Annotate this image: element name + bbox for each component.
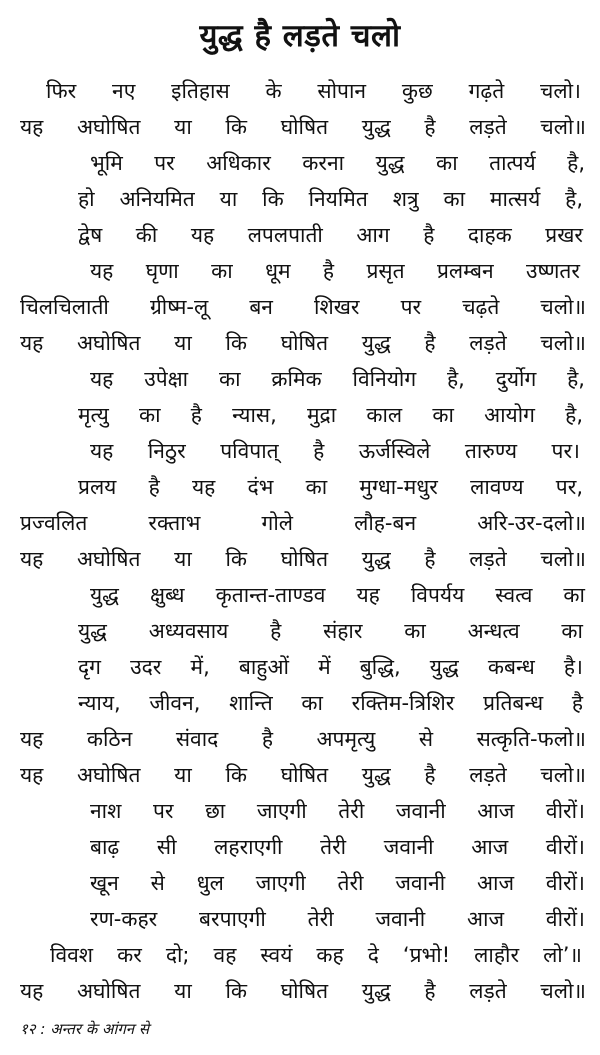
poem-line: यह उपेक्षा का क्रमिक विनियोग है, दुर्योग है, [90, 367, 585, 391]
poem-line: द्वेष की यह लपलपाती आग है दाहक प्रखर [78, 223, 583, 247]
poem-line: यह अघोषित या कि घोषित युद्ध है लड़ते चलो॥ [20, 763, 586, 787]
poem-line: नाश पर छा जाएगी तेरी जवानी आज वीरों। [90, 799, 585, 823]
poem-line: यह अघोषित या कि घोषित युद्ध है लड़ते चलो॥ [20, 115, 586, 139]
poem-line: दृग उदर में, बाहुओं में बुद्धि, युद्ध कबन्ध है। [78, 655, 583, 679]
poem-line: युद्ध क्षुब्ध कृतान्त-ताण्डव यह विपर्यय स्वत्व का [90, 583, 585, 607]
page-footer: १२ : अन्तर के आंगन से [20, 1020, 150, 1038]
poem-line: प्रज्वलित रक्ताभ गोले लौह-बन अरि-उर-दलो॥ [20, 511, 586, 535]
poem-line: यह निठुर पविपात् है ऊर्जस्विले तारुण्य पर। [90, 439, 580, 463]
poem-line: भूमि पर अधिकार करना युद्ध का तात्पर्य है, [90, 151, 585, 175]
poem-line: मृत्यु का है न्यास, मुद्रा काल का आयोग है, [78, 403, 583, 427]
poem-line: चिलचिलाती ग्रीष्म-लू बन शिखर पर चढ़ते चलो॥ [20, 295, 586, 319]
poem-line: हो अनियमित या कि नियमित शत्रु का मात्सर्य है, [78, 187, 583, 211]
poem-line: यह अघोषित या कि घोषित युद्ध है लड़ते चलो॥ [20, 547, 586, 571]
poem-line: बाढ़ सी लहराएगी तेरी जवानी आज वीरों। [90, 835, 585, 859]
poem-line: फिर नए इतिहास के सोपान कुछ गढ़ते चलो। [46, 79, 581, 103]
poem-line: यह घृणा का धूम है प्रसृत प्रलम्बन उष्णतर [90, 259, 580, 283]
poem-line: रण-कहर बरपाएगी तेरी जवानी आज वीरों। [90, 907, 585, 931]
poem-line: युद्ध अध्यवसाय है संहार का अन्धत्व का [78, 619, 583, 643]
poem-line: यह कठिन संवाद है अपमृत्यु से सत्कृति-फलो॥ [20, 727, 586, 751]
poem-title: युद्ध है लड़ते चलो [199, 18, 401, 54]
poem-line: प्रलय है यह दंभ का मुग्धा-मधुर लावण्य पर, [78, 475, 583, 499]
poem-line: यह अघोषित या कि घोषित युद्ध है लड़ते चलो॥ [20, 331, 586, 355]
poem-line: न्याय, जीवन, शान्ति का रक्तिम-त्रिशिर प्रतिबन्ध है [78, 691, 583, 715]
poem-line: खून से धुल जाएगी तेरी जवानी आज वीरों। [90, 871, 585, 895]
poem-line: विवश कर दो; वह स्वयं कह दे ‘प्रभो! लाहौर लो’॥ [50, 943, 582, 967]
poem-line: यह अघोषित या कि घोषित युद्ध है लड़ते चलो॥ [20, 979, 586, 1003]
